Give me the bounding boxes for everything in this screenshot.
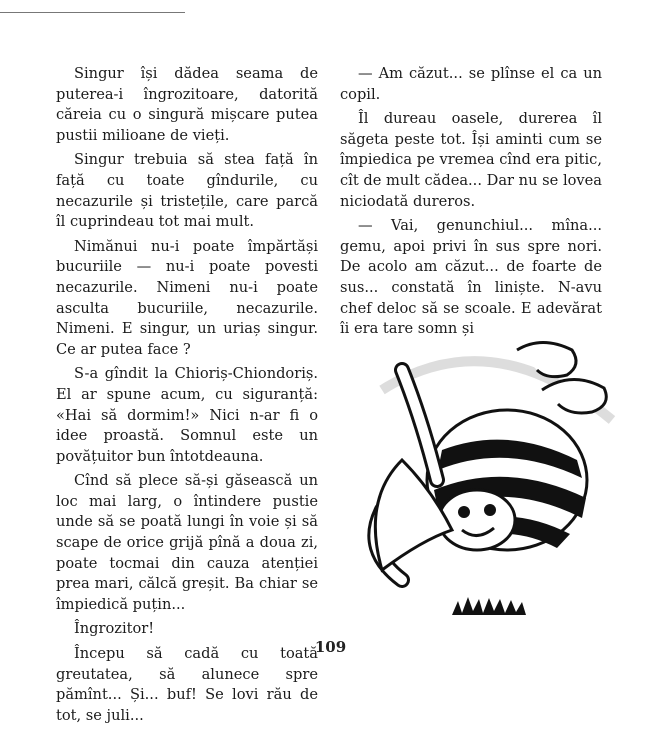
eye bbox=[484, 504, 496, 516]
paragraph: S-a gîndit la Chioriș-Chiondoriș. El ar spune acum, cu siguranță: «Hai să dormim!» Nici n-ar fi o idee proastă. Somnul este un povățuitor bun întotdeauna. bbox=[56, 365, 318, 465]
paragraph: Îngrozitor! bbox=[74, 620, 155, 638]
paragraph: Singur trebuia să stea față în față cu toate gîndurile, cu necazurile și tristețile, care parcă îl cuprindeau tot mai mult. bbox=[56, 151, 318, 231]
grass bbox=[452, 597, 526, 615]
paragraph: — Am căzut... se plînse el ca un copil. bbox=[340, 65, 602, 103]
eye bbox=[458, 506, 470, 518]
paragraph: Singur își dădea seama de puterea-i îngrozitoare, datorită căreia cu o singură mișcare putea pustii milioane de vieți. bbox=[56, 65, 318, 144]
right-column bbox=[340, 64, 602, 344]
paragraph: Cînd să plece să-și găsească un loc mai larg, o întindere pustie unde să se poată lungi în voie și să scape de orice grijă pînă a doua zi, poate tocmai din cauza atenției prea mari, călcă greșit. Ba chiar se împiedică puțin... bbox=[56, 472, 318, 613]
falling-giant-illustration bbox=[342, 330, 632, 630]
top-rule bbox=[0, 12, 185, 13]
page-number: 109 bbox=[314, 638, 347, 656]
paragraph: Îl dureau oasele, durerea îl săgeta peste tot. Își aminti cum se împiedica pe vremea cînd era pitic, cît de mult cădea... Dar nu se lovea niciodată dureros. bbox=[340, 110, 602, 210]
paragraph: Nimănui nu-i poate împărtăși bucuriile — nu-i poate povesti necazurile. Nimeni nu-i poate asculta bucuriile, necazurile. Nimeni. E singur, un uriaș singur. Ce ar putea face ? bbox=[56, 237, 318, 358]
left-column bbox=[56, 64, 318, 730]
paragraph: Începu să cadă cu toată greutatea, să alunece spre pămînt... Și... buf! Se lovi rău de tot, se juli... bbox=[56, 645, 318, 724]
paragraph: — Vai, genunchiul... mîna... gemu, apoi privi în sus spre nori. De acolo am căzut... de foarte de sus... constată în liniște. N-avu chef deloc să se scoale. E adevărat îi era tare somn și bbox=[340, 217, 602, 338]
foot bbox=[542, 379, 606, 413]
face bbox=[439, 490, 515, 550]
